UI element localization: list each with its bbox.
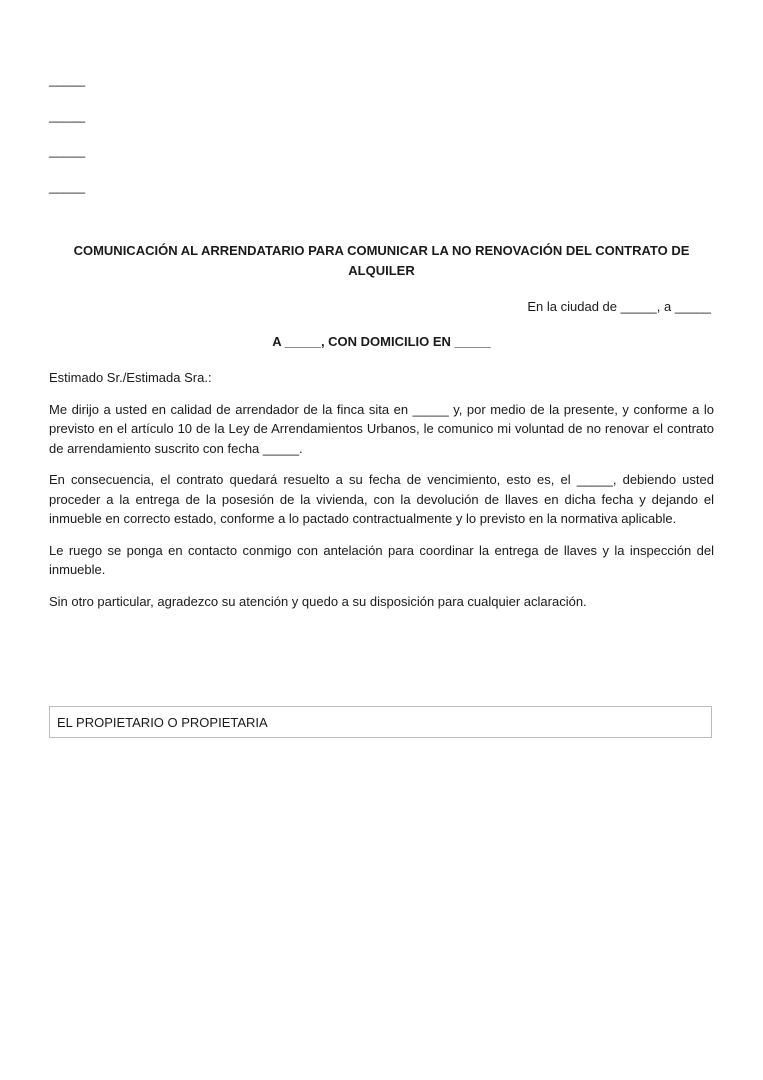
signature-box bbox=[49, 706, 712, 738]
addressee-line: A _____, CON DOMICILIO EN _____ bbox=[272, 334, 491, 349]
letter-body bbox=[49, 368, 714, 623]
document-title: COMUNICACIÓN AL ARRENDATARIO PARA COMUNICAR LA NO RENOVACIÓN DEL CONTRATO DE ALQUILER bbox=[73, 243, 690, 278]
paragraph-closing: Sin otro particular, agradezco su atención y quedo a su disposición para cualquier aclaración. bbox=[49, 593, 587, 609]
paragraph-consequence: En consecuencia, el contrato quedará resuelto a su fecha de vencimiento, esto es, el _____, debiendo usted proceder a la entrega de la posesión de la vivienda, con la devolución de llaves en dicha fecha y dejando el inmueble en correcto estado, conforme a lo pactado contractualmente y lo previsto en la normativa aplicable. bbox=[49, 472, 714, 526]
paragraph-intro: Me dirijo a usted en calidad de arrendador de la finca sita en _____ y, por medio de la presente, y conforme a lo previsto en el artículo 10 de la Ley de Arrendamientos Urbanos, le comunico mi voluntad de no renovar el contrato de arrendamiento suscrito con fecha _____. bbox=[49, 401, 714, 456]
sender-line-1: _____ bbox=[49, 72, 86, 87]
signature-label: EL PROPIETARIO O PROPIETARIA bbox=[57, 715, 268, 730]
paragraph-keys-request: Le ruego se ponga en contacto conmigo con antelación para coordinar la entrega de llaves y la inspección del inmueble. bbox=[49, 542, 714, 577]
sender-blank-lines bbox=[49, 70, 85, 212]
sender-line-2: _____ bbox=[49, 107, 86, 123]
sender-line-4: _____ bbox=[49, 178, 86, 194]
place-date-line: En la ciudad de _____, a _____ bbox=[527, 299, 711, 314]
greeting: Estimado Sr./Estimada Sra.: bbox=[49, 370, 212, 385]
sender-line-3: _____ bbox=[49, 143, 86, 158]
